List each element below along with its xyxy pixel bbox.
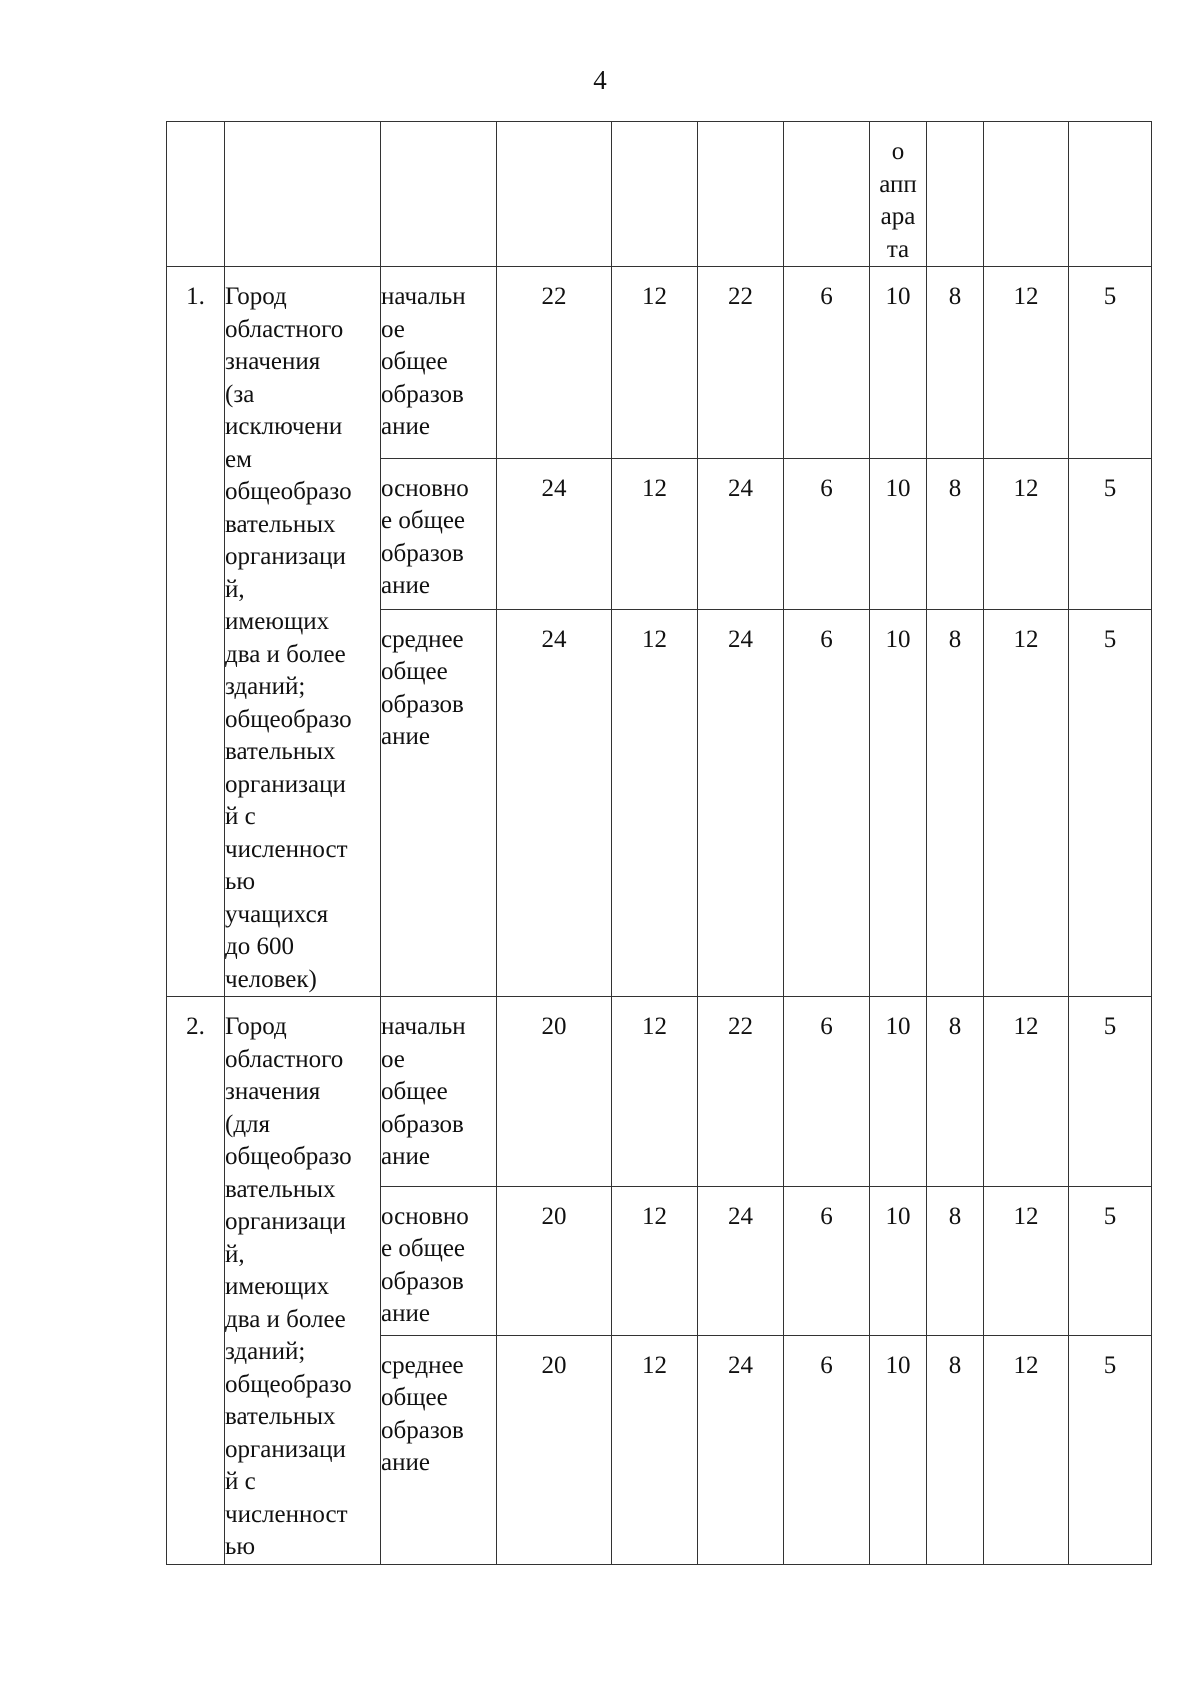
education-level-line: ание (381, 572, 430, 600)
education-level-cell (381, 458, 497, 609)
value-cell: 10 (870, 1335, 927, 1564)
header-fragment-line: та (886, 235, 910, 263)
value-cell: 8 (927, 609, 984, 996)
value-cell: 20 (497, 1186, 612, 1335)
value-cell: 24 (698, 1335, 784, 1564)
value-cell: 10 (870, 267, 927, 459)
value-cell: 20 (497, 1335, 612, 1564)
header-fragment-line: о (891, 138, 905, 165)
value-cell: 12 (984, 1335, 1069, 1564)
education-level-line: начальн (381, 283, 466, 310)
category-line: значения (225, 348, 321, 375)
value-cell: 8 (927, 458, 984, 609)
header-cell-empty (1069, 122, 1152, 267)
category-line: зданий; (225, 673, 306, 700)
education-level-line: общее (381, 348, 448, 375)
value-cell: 12 (612, 997, 698, 1187)
value-cell: 5 (1069, 609, 1152, 996)
education-level-line: ое (381, 315, 405, 343)
value-cell: 5 (1069, 267, 1152, 459)
education-level-cell (381, 1186, 497, 1335)
value-cell: 24 (698, 1186, 784, 1335)
value-cell: 12 (612, 1335, 698, 1564)
value-cell: 10 (870, 997, 927, 1187)
header-cell-apparatus (870, 122, 927, 267)
category-line: вательных (225, 738, 336, 765)
table-body (167, 267, 1152, 1565)
category-line: вательных (225, 510, 336, 538)
education-level-line: ание (381, 1449, 430, 1477)
education-level-line: образов (381, 539, 464, 567)
value-cell: 24 (497, 458, 612, 609)
education-level-line: среднее (381, 1351, 464, 1379)
value-cell: 22 (698, 267, 784, 459)
header-cell-empty (167, 122, 225, 267)
value-cell: 6 (784, 997, 870, 1187)
table-row (167, 267, 1152, 459)
education-level-cell (381, 267, 497, 459)
header-cell-empty (927, 122, 984, 267)
header-cell-empty (698, 122, 784, 267)
category-line: организаци (225, 1208, 346, 1235)
category-line: два и более (225, 1305, 346, 1333)
page-number: 4 (593, 65, 607, 95)
value-cell: 12 (612, 1186, 698, 1335)
education-level-line: е общее (381, 1235, 466, 1262)
value-cell: 12 (612, 609, 698, 996)
education-level-line: общее (381, 658, 448, 686)
education-level-line: е общее (381, 507, 466, 535)
value-cell: 22 (698, 997, 784, 1187)
value-cell: 6 (784, 1186, 870, 1335)
value-cell: 8 (927, 267, 984, 459)
header-cell-empty (612, 122, 698, 267)
category-line: организаци (225, 770, 346, 798)
value-cell: 22 (497, 267, 612, 459)
header-cell-empty (497, 122, 612, 267)
category-line: до 600 (225, 933, 294, 960)
value-cell: 12 (612, 458, 698, 609)
value-cell: 6 (784, 1335, 870, 1564)
education-level-line: ание (381, 1300, 430, 1327)
category-cell (225, 267, 381, 997)
value-cell: 12 (984, 1186, 1069, 1335)
table-header-continuation-row (167, 122, 1152, 267)
row-number: 2. (167, 997, 225, 1565)
category-line: (за (225, 380, 255, 408)
education-level-line: образов (381, 690, 464, 718)
education-level-line: основно (381, 1202, 469, 1230)
category-line: организаци (225, 1435, 346, 1463)
category-line: Город (225, 1013, 287, 1040)
education-level-line: начальн (381, 1013, 466, 1040)
category-line: ем (225, 445, 252, 473)
category-line: значения (225, 1078, 321, 1105)
education-level-cell (381, 609, 497, 996)
education-level-line: образов (381, 1110, 464, 1138)
category-line: общеобразо (225, 1143, 352, 1170)
value-cell: 5 (1069, 1186, 1152, 1335)
education-level-cell (381, 997, 497, 1187)
education-level-line: общее (381, 1384, 448, 1412)
value-cell: 12 (612, 267, 698, 459)
category-line: общеобразо (225, 478, 352, 505)
value-cell: 12 (984, 267, 1069, 459)
value-cell: 24 (497, 609, 612, 996)
education-level-line: образов (381, 1267, 464, 1295)
category-line: исключени (225, 413, 343, 440)
norms-table (166, 121, 1152, 1565)
value-cell: 5 (1069, 458, 1152, 609)
category-line: общеобразо (225, 1370, 352, 1398)
value-cell: 8 (927, 997, 984, 1187)
education-level-line: образов (381, 380, 464, 408)
category-line: й, (225, 575, 245, 603)
value-cell: 6 (784, 609, 870, 996)
education-level-cell (381, 1335, 497, 1564)
category-line: зданий; (225, 1338, 306, 1365)
category-line: й с (225, 1468, 256, 1495)
value-cell: 5 (1069, 1335, 1152, 1564)
header-cell-empty (225, 122, 381, 267)
value-cell: 24 (698, 609, 784, 996)
education-level-line: ание (381, 1143, 430, 1170)
value-cell: 6 (784, 267, 870, 459)
table-row (167, 997, 1152, 1187)
education-level-line: ание (381, 413, 430, 440)
category-line: имеющих (225, 1273, 330, 1300)
category-line: (для (225, 1110, 271, 1138)
category-line: общеобразо (225, 705, 352, 733)
category-line: человек) (225, 965, 317, 993)
category-line: областного (225, 1045, 344, 1073)
education-level-line: ание (381, 723, 430, 751)
category-line: учащихся (225, 900, 329, 928)
category-line: ью (225, 868, 256, 895)
value-cell: 5 (1069, 997, 1152, 1187)
value-cell: 8 (927, 1335, 984, 1564)
value-cell: 20 (497, 997, 612, 1187)
category-line: два и более (225, 640, 346, 668)
value-cell: 8 (927, 1186, 984, 1335)
header-cell-empty (784, 122, 870, 267)
category-line: ью (225, 1533, 256, 1560)
row-number: 1. (167, 267, 225, 997)
category-line: численност (225, 1500, 348, 1528)
value-cell: 12 (984, 997, 1069, 1187)
category-cell (225, 997, 381, 1565)
header-fragment-line: ара (880, 203, 916, 230)
category-line: й, (225, 1240, 245, 1268)
value-cell: 12 (984, 458, 1069, 609)
category-line: областного (225, 315, 344, 343)
education-level-line: ое (381, 1045, 405, 1073)
category-line: имеющих (225, 608, 330, 635)
value-cell: 24 (698, 458, 784, 609)
education-level-line: среднее (381, 625, 464, 653)
value-cell: 6 (784, 458, 870, 609)
category-line: вательных (225, 1403, 336, 1430)
header-fragment-line: апп (879, 170, 917, 198)
value-cell: 10 (870, 609, 927, 996)
header-cell-empty (381, 122, 497, 267)
header-cell-empty (984, 122, 1069, 267)
category-line: й с (225, 803, 256, 830)
value-cell: 10 (870, 458, 927, 609)
value-cell: 12 (984, 609, 1069, 996)
value-cell: 10 (870, 1186, 927, 1335)
category-line: численност (225, 835, 348, 863)
category-line: организаци (225, 543, 346, 570)
education-level-line: общее (381, 1078, 448, 1105)
category-line: Город (225, 283, 287, 310)
education-level-line: образов (381, 1416, 464, 1444)
education-level-line: основно (381, 474, 469, 502)
category-line: вательных (225, 1175, 336, 1203)
